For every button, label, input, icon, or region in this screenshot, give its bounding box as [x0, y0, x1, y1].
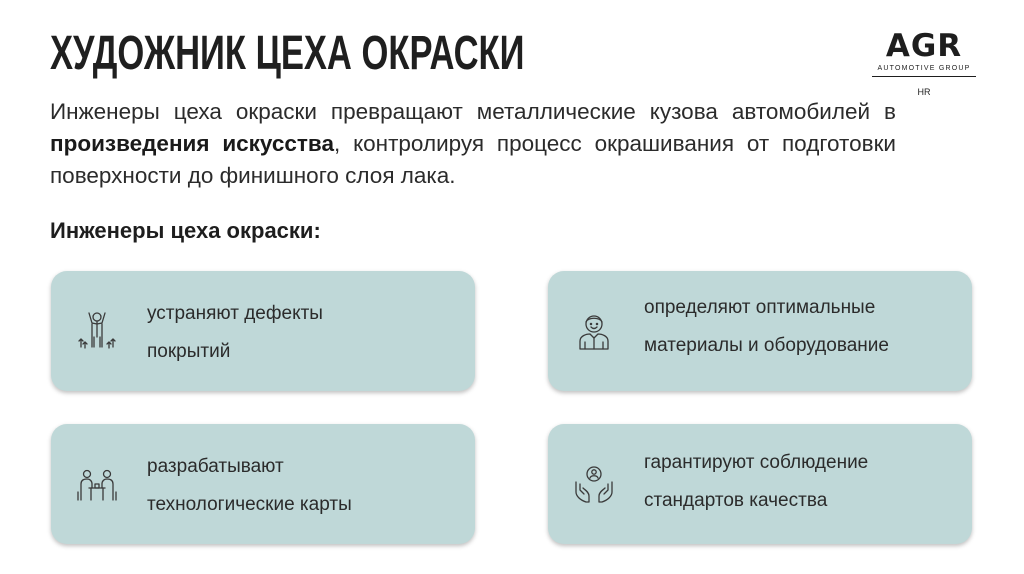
intro-text-end: , контролируя процесс окрашивания от подготовки поверхности до финишного слоя лака.	[50, 131, 896, 188]
duty-card-text	[147, 295, 447, 371]
duty-card-line: устраняют дефекты	[147, 303, 323, 324]
intro-paragraph	[50, 96, 896, 192]
intro-text-start: Инженеры цеха окраски превращают металлические кузова автомобилей в	[50, 99, 896, 124]
page-title: ХУДОЖНИК ЦЕХА ОКРАСКИ	[50, 27, 525, 80]
duty-card-materials	[548, 271, 972, 391]
duty-card-line: стандартов качества	[644, 490, 828, 511]
duty-card-line: технологические карты	[147, 494, 352, 515]
duty-card-defects	[51, 271, 475, 391]
logo-name: AGR	[885, 28, 963, 64]
duty-card-text	[147, 448, 447, 524]
logo-department: HR	[917, 87, 931, 97]
duty-card-line: разрабатывают	[147, 456, 284, 477]
duty-card-line: материалы и оборудование	[644, 335, 889, 356]
section-heading: Инженеры цеха окраски:	[50, 218, 321, 243]
hands-protect-person-icon	[572, 462, 616, 506]
duty-card-text	[644, 444, 944, 520]
duty-card-line: гарантируют соблюдение	[644, 452, 869, 473]
duty-card-line: определяют оптимальные	[644, 297, 876, 318]
duty-card-text	[644, 289, 944, 365]
logo-subtitle: AUTOMOTIVE GROUP	[872, 65, 976, 77]
duty-card-quality	[548, 424, 972, 544]
worker-portrait-icon	[572, 309, 616, 353]
intro-text-bold: произведения искусства	[50, 131, 334, 156]
duty-card-tech-maps	[51, 424, 475, 544]
duty-card-line: покрытий	[147, 341, 231, 362]
company-logo	[872, 30, 976, 102]
meeting-table-icon	[75, 462, 119, 506]
person-arms-raised-icon	[75, 309, 119, 353]
